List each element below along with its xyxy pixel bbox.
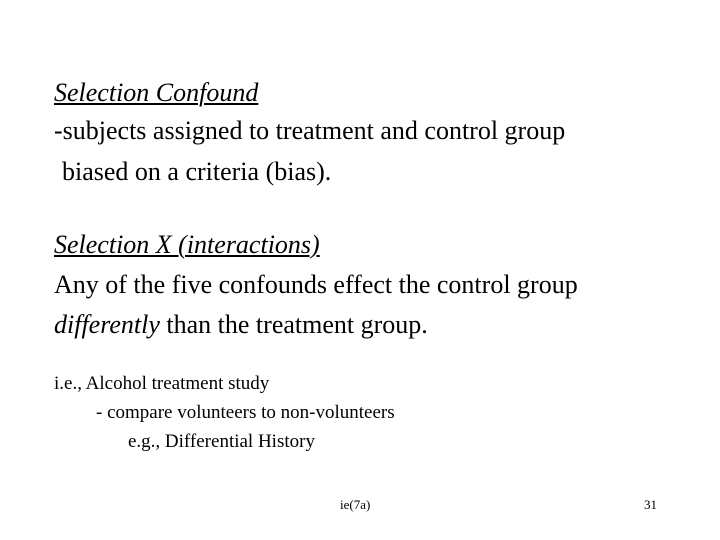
selection-confound-heading: Selection Confound (54, 78, 259, 107)
example-line-3: e.g., Differential History (128, 431, 315, 452)
example-line-1: i.e., Alcohol treatment study (54, 373, 270, 394)
selection-x-definition-line-1: Any of the five confounds effect the control group (54, 270, 578, 299)
differently-emphasis: differently (54, 310, 160, 339)
selection-confound-definition-line-2: biased on a criteria (bias). (62, 157, 332, 186)
selection-confound-definition-line-1: -subjects assigned to treatment and control group (54, 116, 566, 145)
definition-line-2-rest: than the treatment group. (159, 310, 428, 339)
example-line-2: - compare volunteers to non-volunteers (96, 402, 395, 423)
page-number: 31 (644, 497, 657, 512)
footer-label: ie(7a) (340, 497, 371, 512)
selection-x-definition-line-2 (54, 310, 428, 340)
selection-x-heading: Selection X (interactions) (54, 230, 320, 259)
